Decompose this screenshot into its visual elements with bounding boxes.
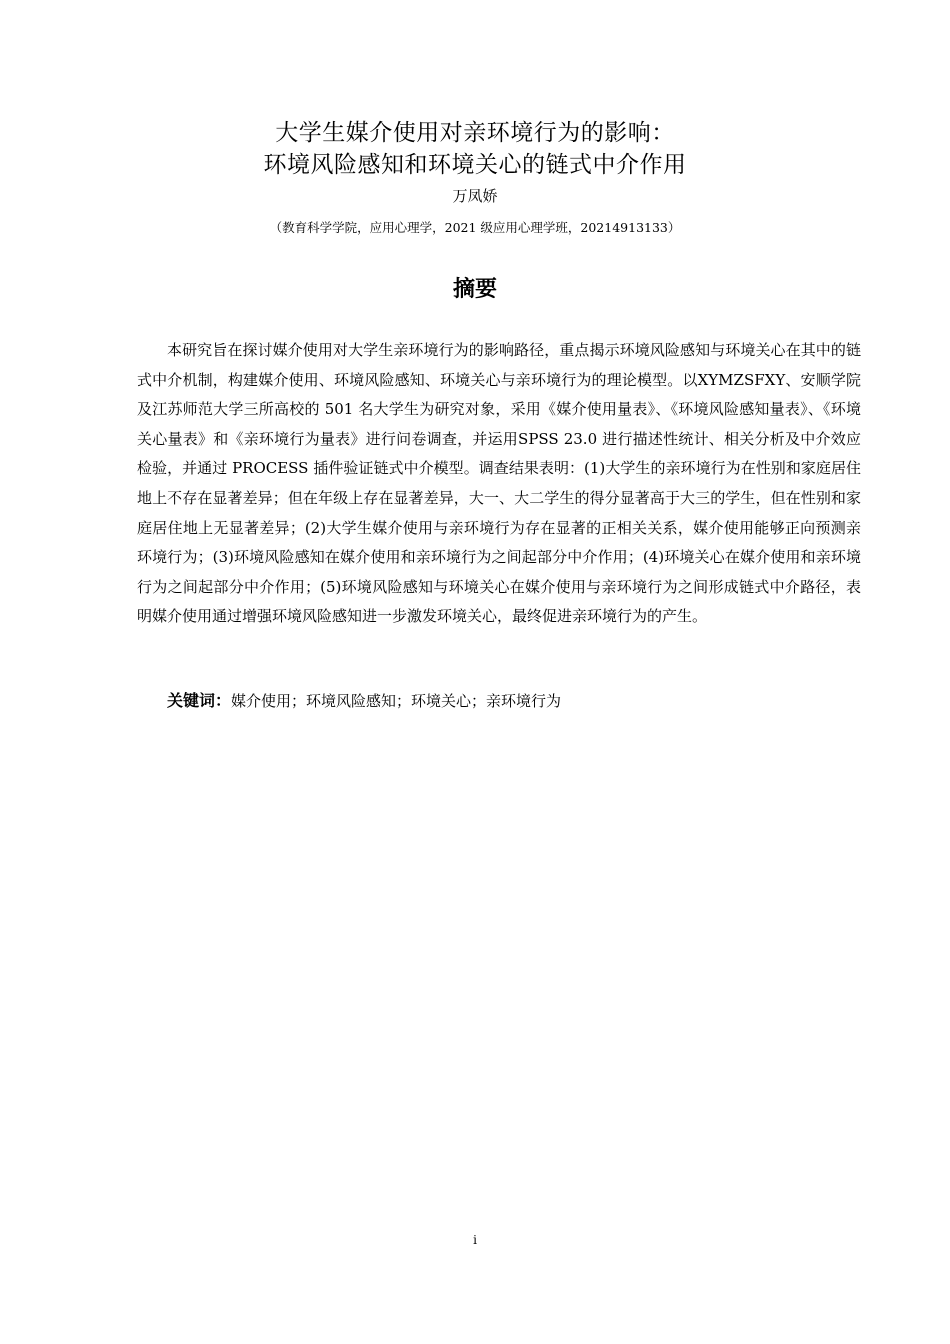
keywords-label: 关键词： [167, 691, 232, 710]
page-number: i [473, 1233, 477, 1247]
keywords-line [167, 687, 857, 715]
abstract-body: 本研究旨在探讨媒介使用对大学生亲环境行为的影响路径，重点揭示环境风险感知与环境关心在其中的链式中介机制，构建媒介使用、环境风险感知、环境关心与亲环境行为的理论模型。以XYMZSFXY、安顺学院及江苏师范大学三所高校的 501 名大学生为研究对象，采用《媒介使用量表》、《环境风险感知量表》、《环境关心量表》和《亲环境行为量表》进行问卷调查，并运用SPSS 23.0 进行描述性统计、相关分析及中介效应检验，并通过 PROCESS 插件验证链式中介模型。调查结果表明：(1)大学生的亲环境行为在性别和家庭居住地上不存在显著差异；但在年级上存在显著差异，大一、大二学生的得分显著高于大三的学生，但在性别和家庭居住地上无显著差异；(2)大学生媒介使用与亲环境行为存在显著的正相关关系，媒介使用能够正向预测亲环境行为；(3)环境风险感知在媒介使用和亲环境行为之间起部分中介作用；(4)环境关心在媒介使用和亲环境行为之间起部分中介作用；(5)环境风险感知与环境关心在媒介使用与亲环境行为之间形成链式中介路径，表明媒介使用通过增强环境风险感知进一步激发环境关心，最终促进亲环境行为的产生。 [137, 341, 861, 626]
author-affiliation: （教育科学学院，应用心理学，2021 级应用心理学班，20214913133） [269, 220, 681, 235]
keywords-text: 媒介使用；环境风险感知；环境关心；亲环境行为 [231, 692, 562, 710]
author-name: 万凤娇 [452, 187, 498, 205]
paper-title-line-2: 环境风险感知和环境关心的链式中介作用 [263, 152, 687, 178]
abstract-heading: 摘要 [452, 277, 497, 302]
paper-title-line-1: 大学生媒介使用对亲环境行为的影响： [275, 120, 675, 146]
